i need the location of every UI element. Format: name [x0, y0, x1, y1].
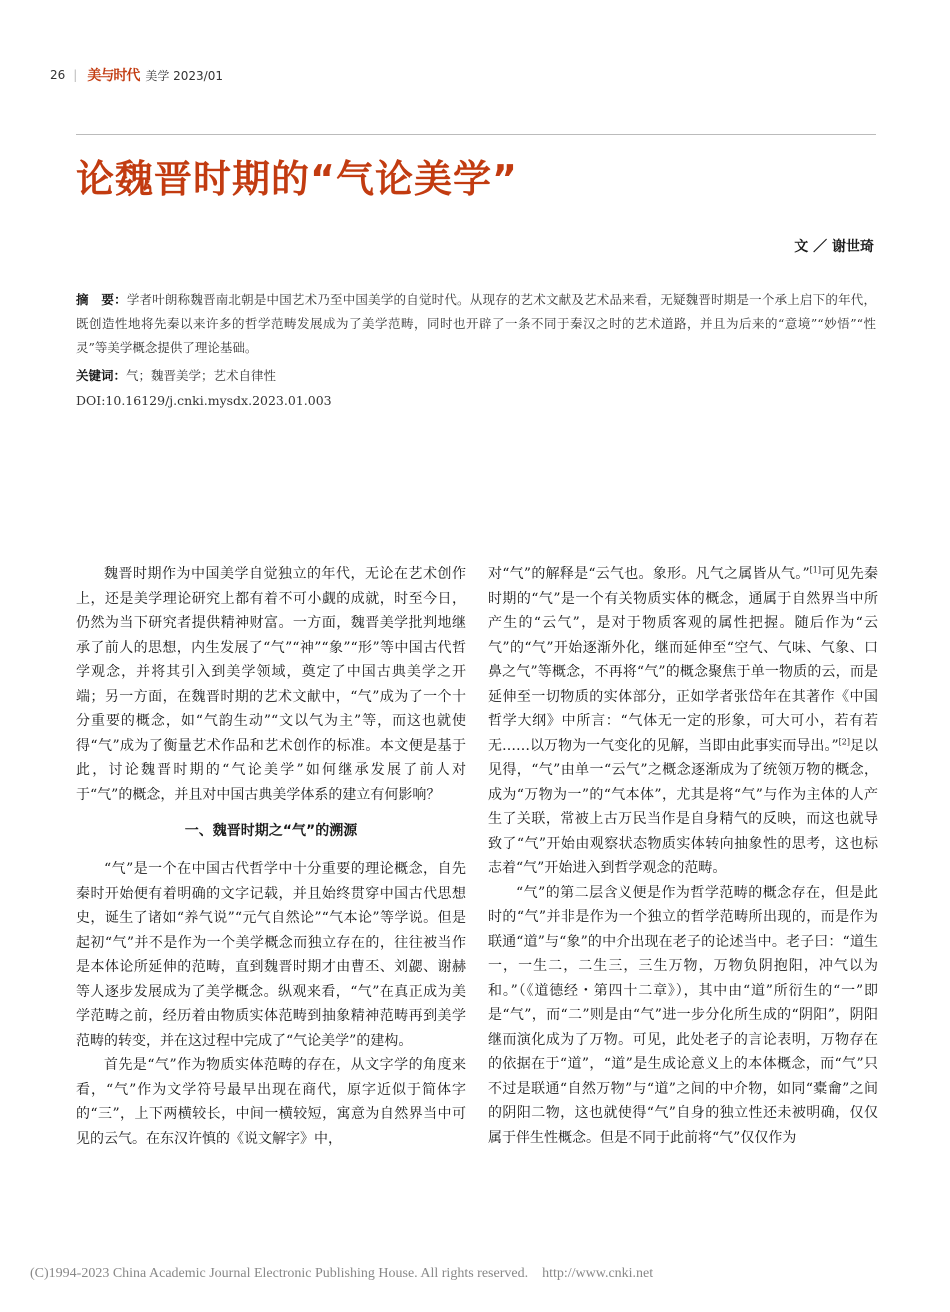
copyright-text: (C)1994-2023 China Academic Journal Electronic Publishing House. All rights reserved.	[30, 1266, 529, 1281]
paragraph: “气”是一个在中国古代哲学中十分重要的理论概念，自先秦时开始便有着明确的文字记载，并且始终贯穿中国古代思想史，诞生了诸如“养气说”“元气自然论”“气本论”等学说。但是起初“气”并不是作为一个美学概念而独立存在的，往往被当作是本体论所延伸的范畴，直到魏晋时期才由曹丕、刘勰、谢赫等人逐步发展成为了美学概念。纵观来看，“气”在真正成为美学范畴之前，经历着由物质实体范畴到抽象精神范畴再到美学范畴的转变，并在这过程中完成了“气论美学”的建构。	[76, 861, 466, 1049]
paragraph: 魏晋时期作为中国美学自觉独立的年代，无论在艺术创作上，还是美学理论研究上都有着不可小觑的成就，时至今日，仍然为当下研究者提供精神财富。一方面，魏晋美学批判地继承了前人的思想，内生发展了“气”“神”“象”“形”等中国古代哲学观念，并将其引入到美学领域，奠定了中国古典美学之开端；另一方面，在魏晋时期的艺术文献中，“气”成为了一个十分重要的概念，如“气韵生动”“文以气为主”等，而这也就使得“气”成为了衡量艺术作品和艺术创作的标准。本文便是基于此，讨论魏晋时期的“气论美学”如何继承发展了前人对于“气”的概念，并且对中国古典美学体系的建立有何影响？	[76, 566, 466, 803]
keywords	[76, 366, 276, 384]
text-run: 对“气”的解释是“云气也。象形。凡气之属皆从气。”	[488, 566, 810, 582]
abstract-label: 摘 要：	[76, 292, 127, 307]
keywords-label: 关键词：	[76, 368, 127, 383]
article-title: 论魏晋时期的“气论美学”	[76, 157, 518, 201]
doi: DOI:10.16129/j.cnki.mysdx.2023.01.003	[76, 393, 332, 408]
paragraph: “气”的第二层含义便是作为哲学范畴的概念存在，但是此时的“气”并非是作为一个独立的哲学范畴所出现的，而是作为联通“道”与“象”的中介出现在老子的论述当中。老子曰：“道生一，一生二，二生三，三生万物，万物负阴抱阳，冲气以为和。”（《道德经・第四十二章》），其中由“道”所衍生的“一”即是“气”，而“二”则是由“气”进一步分化所生成的“阴阳”，阴阳继而演化成为了万物。可见，此处老子的言论表明，万物存在的依据在于“道”，“道”是生成论意义上的本体概念，而“气”只不过是联通“自然万物”与“道”之间的中介物，如同“橐龠”之间的阴阳二物，这也就使得“气”自身的独立性还未被明确，仅仅属于伴生性概念。但是不同于此前将“气”仅仅作为	[488, 884, 878, 1146]
citation-ref[interactable]: [2]	[838, 736, 850, 746]
body-column-left	[76, 562, 466, 1151]
footer-url[interactable]: http://www.cnki.net	[542, 1266, 654, 1281]
citation-ref[interactable]: [1]	[809, 565, 821, 575]
header-rule	[76, 134, 876, 135]
paragraph: 首先是“气”作为物质实体范畴的存在，从文字学的角度来看，“气”作为文学符号最早出现在商代，原字近似于简体字的“三”，上下两横较长，中间一横较短，寓意为自然界当中可见的云气。在东汉许慎的《说文解字》中，	[76, 1057, 466, 1147]
abstract-text: 学者叶朗称魏晋南北朝是中国艺术乃至中国美学的自觉时代。从现存的艺术文献及艺术品来看，无疑魏晋时期是一个承上启下的年代，既创造性地将先秦以来许多的哲学范畴发展成为了美学范畴，同时也开辟了一条不同于秦汉之时的艺术道路，并且为后来的“意境”“妙悟”“性灵”等美学概念提供了理论基础。	[76, 292, 876, 355]
journal-logo: 美与时代	[87, 68, 140, 84]
page-number: 26	[50, 68, 66, 82]
text-run: 可见先秦时期的“气”是一个有关物质实体的概念，通属于自然界当中所产生的“云气”，是对于物质客观的属性把握。随后作为“云气”的“气”开始逐渐外化，继而延伸至“空气、气味、气象、口鼻之气”等概念，不再将“气”的概念聚焦于单一物质的云，而是延伸至一切物质的实体部分，正如学者张岱年在其著作《中国哲学大纲》中所言：“气体无一定的形象，可大可小，若有若无……以万物为一气变化的见解，当即由此事实而导出。”	[488, 566, 879, 754]
body-column-right	[488, 562, 878, 1150]
section-heading: 一、魏晋时期之“气”的溯源	[184, 823, 358, 839]
paragraph	[488, 562, 878, 881]
text-run: 足以见得，“气”由单一“云气”之概念逐渐成为了统领万物的概念，成为“万物为一”的“气本体”，尤其是将“气”与作为主体的人产生了关联，常被上古万民当作是自身精气的反映，而这也就导致了“气”开始由观察状态物质实体转向抽象性的思考，这也标志着“气”开始进入到哲学观念的范畴。	[488, 737, 879, 876]
header-divider: |	[73, 68, 78, 82]
author-byline: 文 ／ 谢世琦	[794, 239, 874, 255]
issue-label: 美学 2023/01	[145, 68, 223, 83]
abstract	[76, 288, 876, 360]
copyright-footer	[30, 1266, 653, 1282]
running-header	[50, 66, 223, 84]
keywords-text: 气；魏晋美学；艺术自律性	[126, 368, 277, 383]
